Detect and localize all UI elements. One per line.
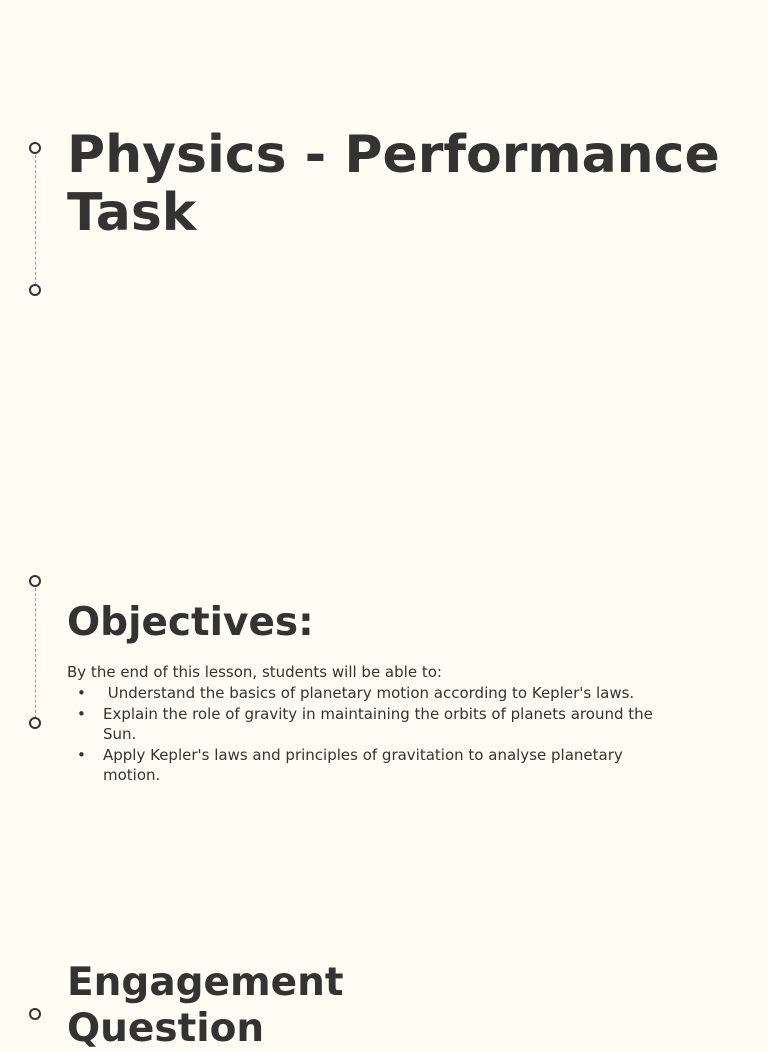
objectives-heading: Objectives: bbox=[67, 600, 314, 645]
timeline-start-node bbox=[29, 142, 41, 154]
list-item: • Apply Kepler's laws and principles of gravitation to analyse planetary motion. bbox=[67, 745, 667, 786]
engagement-heading: Engagement Question bbox=[67, 960, 344, 1051]
timeline-end-node bbox=[29, 284, 41, 296]
timeline-title bbox=[29, 142, 42, 298]
timeline-end-node bbox=[29, 717, 41, 729]
objectives-list bbox=[67, 683, 667, 786]
list-item: • Understand the basics of planetary motion according to Kepler's laws. bbox=[67, 683, 667, 704]
timeline-start-node bbox=[29, 1008, 41, 1020]
timeline-start-node bbox=[29, 575, 41, 587]
timeline-connector bbox=[35, 588, 36, 718]
objectives-intro: By the end of this lesson, students will be able to: bbox=[67, 663, 442, 681]
timeline-connector bbox=[35, 155, 36, 285]
timeline-engagement bbox=[29, 1008, 42, 1028]
page-title: Physics - Performance Task bbox=[67, 125, 720, 243]
timeline-objectives bbox=[29, 575, 42, 731]
list-item: • Explain the role of gravity in maintaining the orbits of planets around the Sun. bbox=[67, 704, 667, 745]
